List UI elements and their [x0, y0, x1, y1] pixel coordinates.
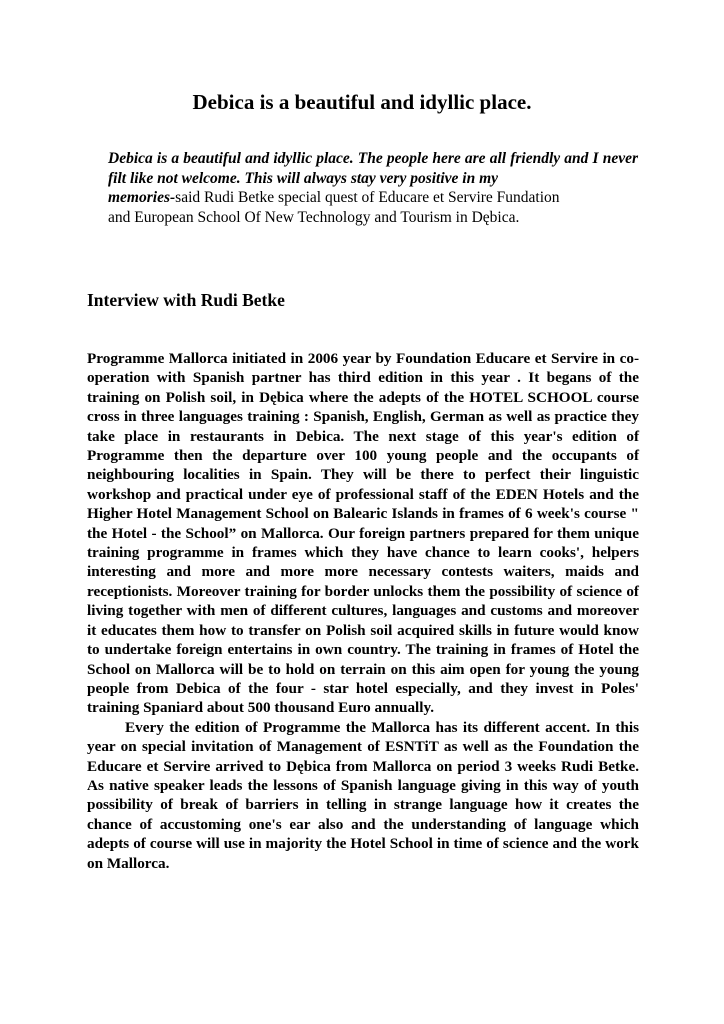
- intro-quote-line-1: Debica is a beautiful and idyllic place. The people here are all friendly and: [108, 150, 589, 167]
- intro-quote: [108, 149, 638, 188]
- body-paragraph-2: Every the edition of Programme the Mallorca has its different accent. In this year on special invitation of Management of ESNTiT as well as the Foundation the Educare et Servire arrived to Dębica from Mallorca on period 3 weeks Rudi Betke. As native speaker leads the lessons of Spanish language giving in this way of youth possibility of break of barriers in telling in strange language how it creates the chance of accustoming one's ear also and the understanding of language which adepts of course will use in majority the Hotel School in time of science and the work on Mallorca.: [87, 718, 639, 872]
- intro-line-4: and European School Of New Technology and Tourism in Dębica.: [108, 208, 520, 226]
- intro-attribution-text: said Rudi Betke special quest of Educare et Servire Fundation: [175, 189, 560, 206]
- intro-quote-end: memories-: [108, 189, 176, 206]
- page-title: Debica is a beautiful and idyllic place.: [192, 90, 532, 114]
- body-paragraph-1: Programme Mallorca initiated in 2006 year by Foundation Educare et Servire in co-operation with Spanish partner has third edition in this year . It begans of the training on Polish soil, in Dębica where the adepts of the HOTEL SCHOOL course cross in three languages training : Spanish, English, German as well as practice they take place in restaurants in Debica. The next stage of this year's edition of Programme then the departure over 100 young people and the occupants of neighbouring localities in Spain. They will be there to perfect their linguistic workshop and practical under eye of professional staff of the EDEN Hotels and the Higher Hotel Management School on Balearic Islands in frames of 6 week's course " the Hotel - the School” on Mallorca. Our foreign partners prepared for them unique training programme in frames which they have chance to learn cooks', helpers interesting and more and more more necessary contests waiters, maids and receptionists. Moreover training for border unlocks them the possibility of science of living together with men of different cultures, languages and customs and moreover it educates them how to transfer on Polish soil acquired skills in future would know to undertake foreign entertains in own country. The training in frames of Hotel the School on Mallorca will be to hold on terrain on this aim open for young the young people from Debica of the four - star hotel especially, and they invest in Poles' training Spaniard about 500 thousand Euro annually.: [87, 350, 639, 717]
- intro-attribution: [108, 188, 648, 227]
- intro-line-3: [108, 188, 648, 208]
- article-body: [87, 349, 639, 873]
- section-heading: Interview with Rudi Betke: [87, 290, 285, 310]
- intro-quote-line-2: I never filt like not welcome. This will always stay very positive in my: [108, 150, 639, 187]
